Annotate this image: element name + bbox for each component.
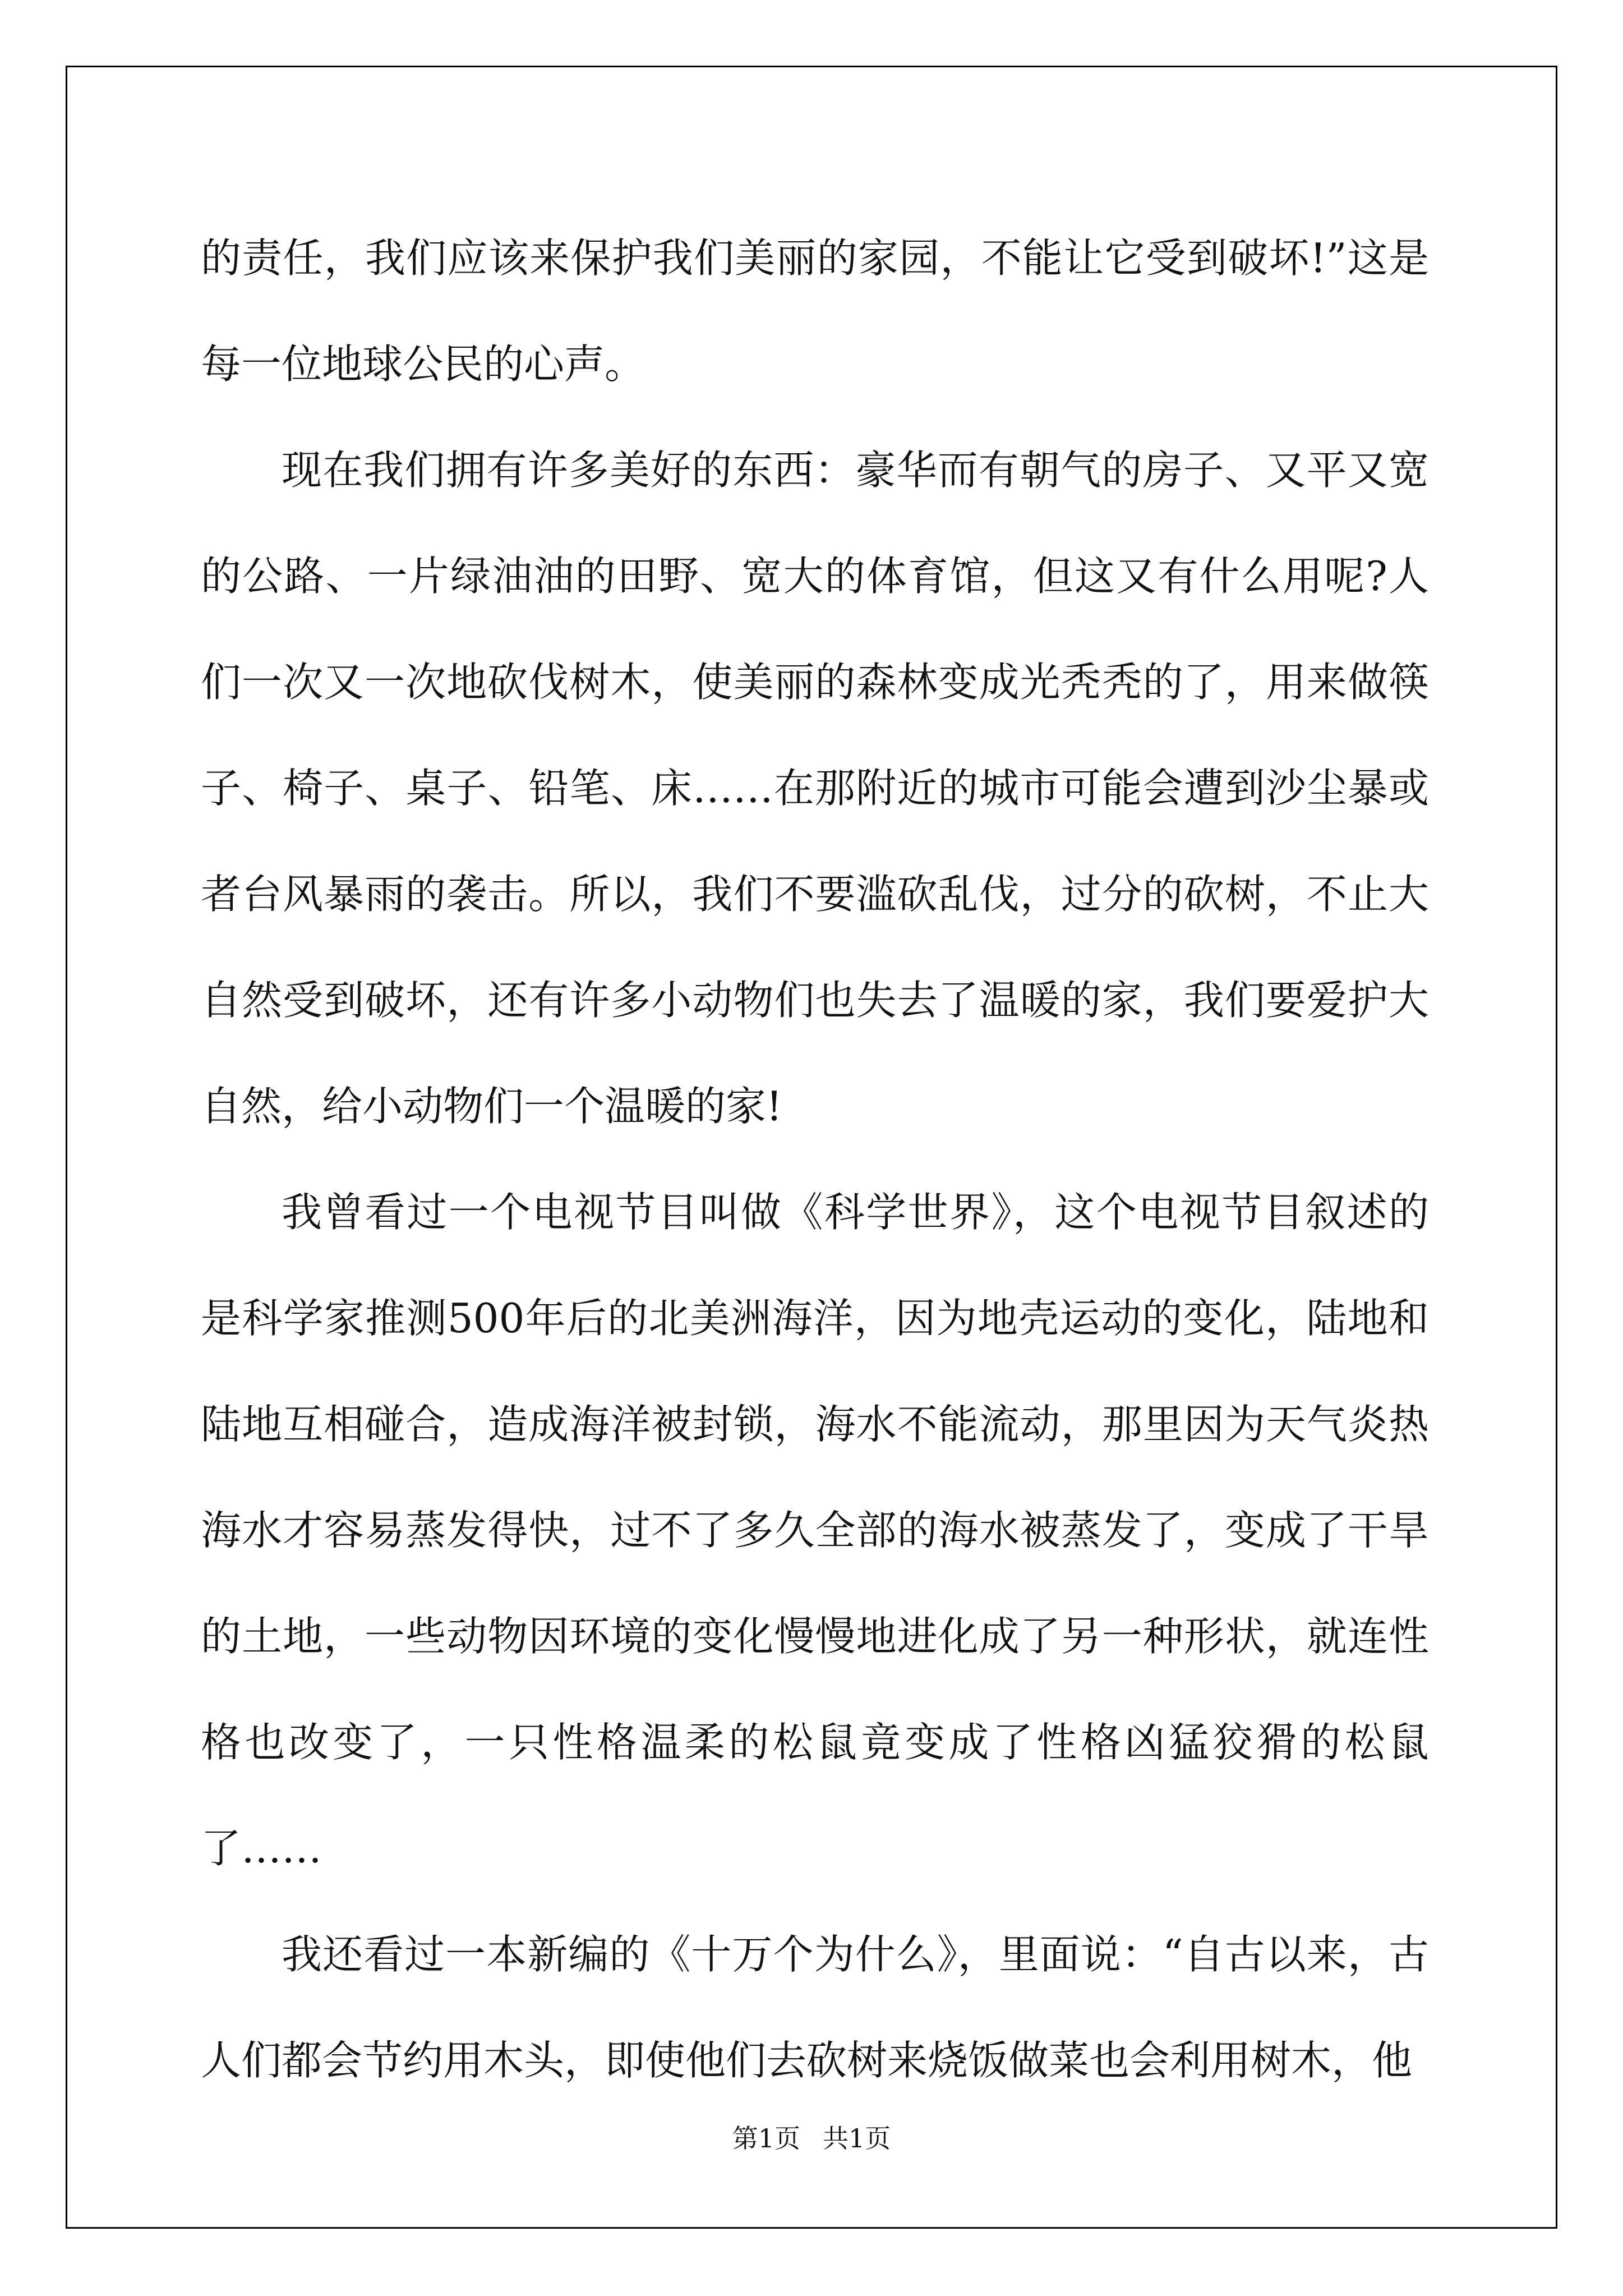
paragraph-1: 的责任，我们应该来保护我们美丽的家园，不能让它受到破坏!”这是每一位地球公民的心声。: [201, 234, 1429, 388]
page-number: 第1页: [732, 2123, 800, 2154]
paragraph-3: 我曾看过一个电视节目叫做《科学世界》，这个电视节目叙述的是科学家推测500年后的北美洲海洋，因为地壳运动的变化，陆地和陆地互相碰合，造成海洋被封锁，海水不能流动，那里因为天气炎热海水才容易蒸发得快，过不了多久全部的海水被蒸发了，变成了干旱的土地，一些动物因环境的变化慢慢地进化成了另一种形状，就连性格也改变了，一只性格温柔的松鼠竟变成了性格凶猛狡猾的松鼠了……: [201, 1189, 1429, 1872]
document-body: [201, 205, 1429, 2114]
paragraph-4: 我还看过一本新编的《十万个为什么》，里面说：“自古以来，古人们都会节约用木头，即使他们去砍树来烧饭做菜也会利用树木，他: [201, 1931, 1429, 2084]
paragraph-2: 现在我们拥有许多美好的东西：豪华而有朝气的房子、又平又宽的公路、一片绿油油的田野、宽大的体育馆，但这又有什么用呢?人们一次又一次地砍伐树木，使美丽的森林变成光秃秃的了，用来做筷子、椅子、桌子、铅笔、床……在那附近的城市可能会遭到沙尘暴或者台风暴雨的袭击。所以，我们不要滥砍乱伐，过分的砍树，不止大自然受到破坏，还有许多小动物们也失去了温暖的家，我们要爱护大自然，给小动物们一个温暖的家!: [201, 447, 1429, 1130]
page-footer: [0, 2118, 1623, 2155]
page-total: 共1页: [823, 2123, 891, 2154]
